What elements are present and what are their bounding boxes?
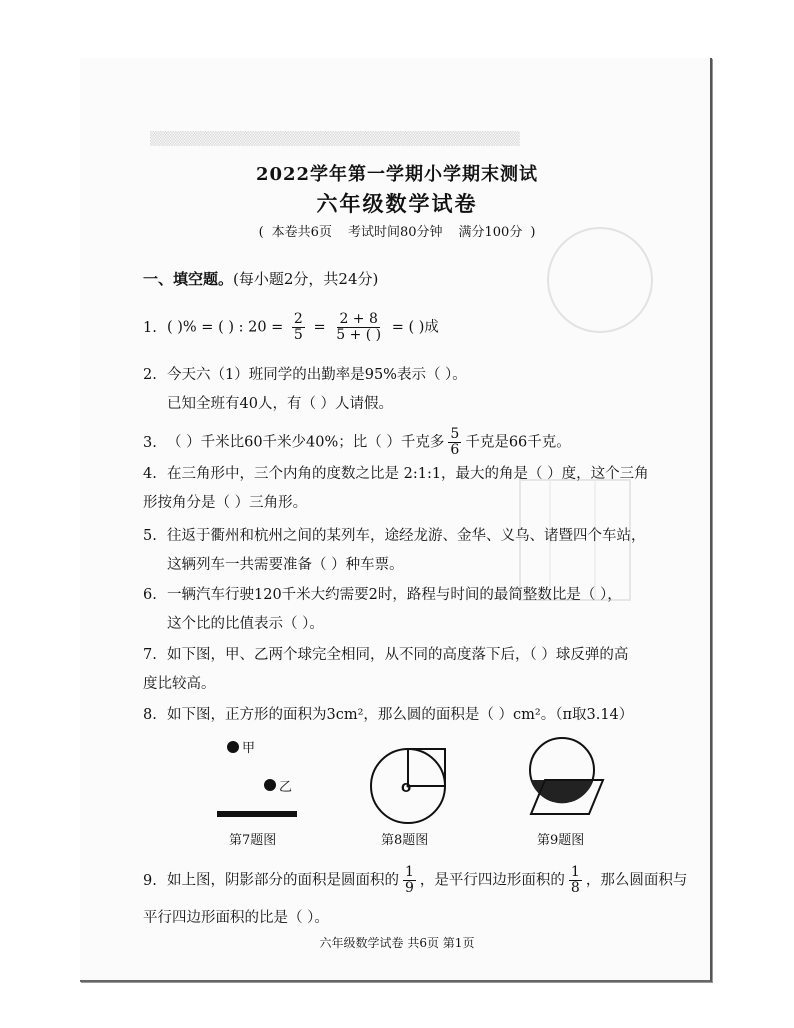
q9-f1-denominator: 9 [405,880,414,896]
q4-line-2: 形按角分是（ ）三角形。 [143,495,308,511]
question-number: 3. [143,434,157,451]
question-number: 6. [143,587,157,603]
q3-numerator: 5 [450,426,460,442]
figure-7 [215,735,315,825]
q9-text-c: ，那么圆面积与 [585,872,688,889]
question-number: 5. [143,528,157,544]
ball-yi-label: 乙 [279,780,293,795]
question-number: 1. [143,319,157,336]
question-number: 8. [143,707,157,723]
q2-line-2: 已知全班有40人，有（ ）人请假。 [167,396,394,412]
section-label: 一、填空题。 [143,270,234,288]
exam-subtitle: 六年级数学试卷 [316,191,478,216]
question-number: 9. [143,872,157,889]
q9-fraction-2 [569,865,582,896]
ball-jia-label: 甲 [242,741,256,756]
q1-fraction-1 [292,312,305,343]
question-7 [143,645,628,694]
figure-7-caption: 第7题图 [229,833,277,848]
question-1 [143,312,439,343]
q6-line-1: 一辆汽车行驶120千米大约需要2时，路程与时间的最简整数比是（ ）， [167,587,622,603]
q9-f2-denominator: 8 [570,880,580,896]
question-9 [143,865,687,928]
question-8 [143,705,633,725]
q8-line-1: 如下图，正方形的面积为3cm²，那么圆的面积是（ ）cm²。（π取3.14） [167,707,634,723]
question-6 [143,585,622,634]
q1-f2-numerator: 2 + 8 [339,311,378,327]
ball-yi [264,779,276,791]
figure-8-caption: 第8题图 [381,833,429,848]
q9-text-a: 如上图，阴影部分的面积是圆面积的 [167,872,399,889]
q9-line-2: 平行四边形面积的比是（ ）。 [143,910,329,926]
ball-jia [227,741,239,753]
q3-fraction [448,427,461,458]
q7-line-1: 如下图，甲、乙两个球完全相同，从不同的高度落下后，（ ）球反弹的高 [167,647,629,663]
q1-text-a: ( )% = ( ) : 20 = [167,319,288,336]
q3-denominator: 6 [450,442,460,458]
exam-title: 2022学年第一学期小学期末测试 [255,164,539,185]
question-number: 2. [143,367,157,383]
q3-text-b: 千克是66千克。 [465,434,571,451]
q3-text-a: （ ）千米比60千米少40%；比（ ）千克多 [167,434,445,451]
section-heading [143,268,378,289]
q1-f1-numerator: 2 [293,311,303,327]
q1-equals: = [308,319,331,336]
figure-8 [370,730,470,826]
question-4 [143,464,649,513]
page-footer: 六年级数学试卷 共6页 第1页 [319,936,475,950]
question-number: 7. [143,647,157,663]
center-label: O [401,781,412,795]
info-score: 满分100分 [458,225,523,240]
info-time: 考试时间80分钟 [347,225,443,240]
q2-line-1: 今天六（1）班同学的出勤率是95%表示（ ）。 [167,367,467,383]
figure-9 [525,728,615,828]
bleed-through-text: ▒▒▒▒▒▒▒▒▒▒▒▒▒▒▒▒▒▒▒▒▒▒▒▒▒▒▒▒▒▒▒▒▒▒▒▒▒ [150,132,520,147]
question-2 [143,365,467,414]
question-number: 4. [143,466,157,482]
q9-fraction-1 [403,865,416,896]
q5-line-1: 往返于衢州和杭州之间的某列车，途经龙游、金华、义乌、诸暨四个车站， [167,528,646,544]
figure-9-caption: 第9题图 [537,833,585,848]
q7-line-2: 度比较高。 [143,676,216,692]
q6-line-2: 这个比的比值表示（ ）。 [167,616,324,632]
q5-line-2: 这辆列车一共需要准备（ ）种车票。 [167,557,404,573]
q1-f2-denominator: 5 + ( ) [336,327,382,343]
q4-line-1: 在三角形中，三个内角的度数之比是 2:1:1，最大的角是（ ）度，这个三角 [167,466,649,482]
exam-info: ( 本卷共6页 考试时间80分钟 满分100分 ) [258,225,536,240]
q9-f1-numerator: 1 [405,864,414,880]
q1-text-b: = ( )成 [387,319,439,336]
q9-f2-numerator: 1 [570,864,580,880]
q9-text-b: ，是平行四边形面积的 [419,872,565,889]
ground-bar [217,811,297,817]
section-note: (每小题2分，共24分) [233,270,379,288]
q1-fraction-2 [334,312,383,343]
info-pages: 本卷共6页 [271,225,332,240]
question-5 [143,526,646,575]
question-3 [143,427,571,458]
q1-f1-denominator: 5 [293,327,303,343]
